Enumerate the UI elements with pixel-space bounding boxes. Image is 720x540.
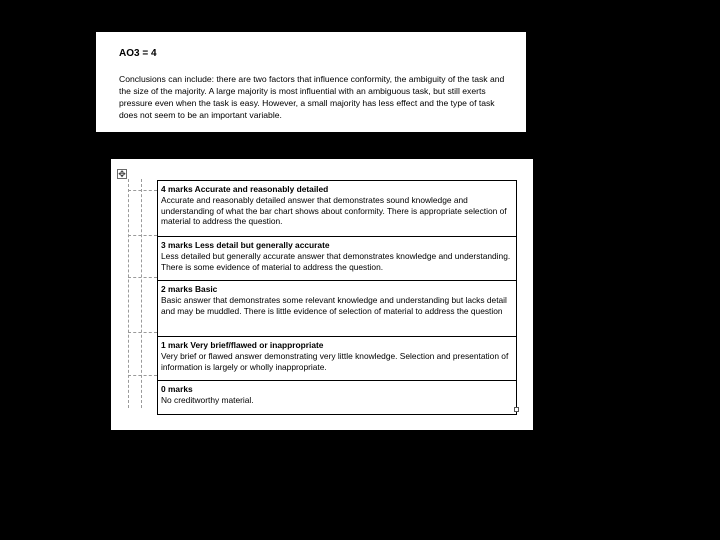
mark-band-cell[interactable] <box>158 281 517 337</box>
mark-scheme-table <box>157 180 517 415</box>
mark-scheme-panel <box>111 159 533 430</box>
resize-square-icon[interactable] <box>514 407 519 412</box>
table-guide-line <box>128 277 157 278</box>
ao3-heading: AO3 = 4 <box>119 48 157 59</box>
table-row <box>158 281 517 337</box>
mark-band-description: Very brief or flawed answer demonstrating very little knowledge. Selection and presentation of information is largely or wholly inappropriate. <box>161 350 509 372</box>
table-row <box>158 381 517 415</box>
move-cross-icon[interactable]: ✥ <box>118 169 126 179</box>
table-guide-line <box>128 235 157 236</box>
mark-band-description: Less detailed but generally accurate answer that demonstrates knowledge and understanding. There is some evidence of material to address the question. <box>161 250 511 272</box>
mark-band-title: 4 marks Accurate and reasonably detailed <box>161 184 329 194</box>
mark-band-title: 3 marks Less detail but generally accurate <box>161 240 330 250</box>
table-guide-line <box>128 179 129 408</box>
mark-band-description: Accurate and reasonably detailed answer that demonstrates sound knowledge and understanding of what the bar chart shows about conformity. There is appropriate selection of material to address the question. <box>161 194 507 227</box>
mark-band-title: 2 marks Basic <box>161 284 218 294</box>
mark-band-cell[interactable] <box>158 381 517 415</box>
ao3-criteria-panel <box>96 32 526 132</box>
table-row <box>158 237 517 281</box>
ao3-conclusions-text: Conclusions can include: there are two factors that influence conformity, the ambiguity of the task and the size of the majority. A large majority is most influential with an ambiguous task, but still exerts pressure even when the task is easy. However, a small majority has less effect and the type of task does not seem to be an important variable. <box>119 74 505 120</box>
table-guide-line <box>141 179 142 408</box>
mark-band-title: 1 mark Very brief/flawed or inappropriate <box>161 340 324 350</box>
mark-band-cell[interactable] <box>158 237 517 281</box>
table-guide-line <box>128 332 157 333</box>
mark-band-cell[interactable] <box>158 181 517 237</box>
table-guide-line <box>128 375 157 376</box>
mark-band-cell[interactable] <box>158 337 517 381</box>
table-row <box>158 181 517 237</box>
mark-band-description: Basic answer that demonstrates some relevant knowledge and understanding but lacks detail and may be muddled. There is little evidence of selection of material to address the question <box>161 294 507 316</box>
mark-band-description: No creditworthy material. <box>161 394 254 405</box>
table-guide-line <box>128 190 157 191</box>
table-row <box>158 337 517 381</box>
mark-band-title: 0 marks <box>161 384 193 394</box>
